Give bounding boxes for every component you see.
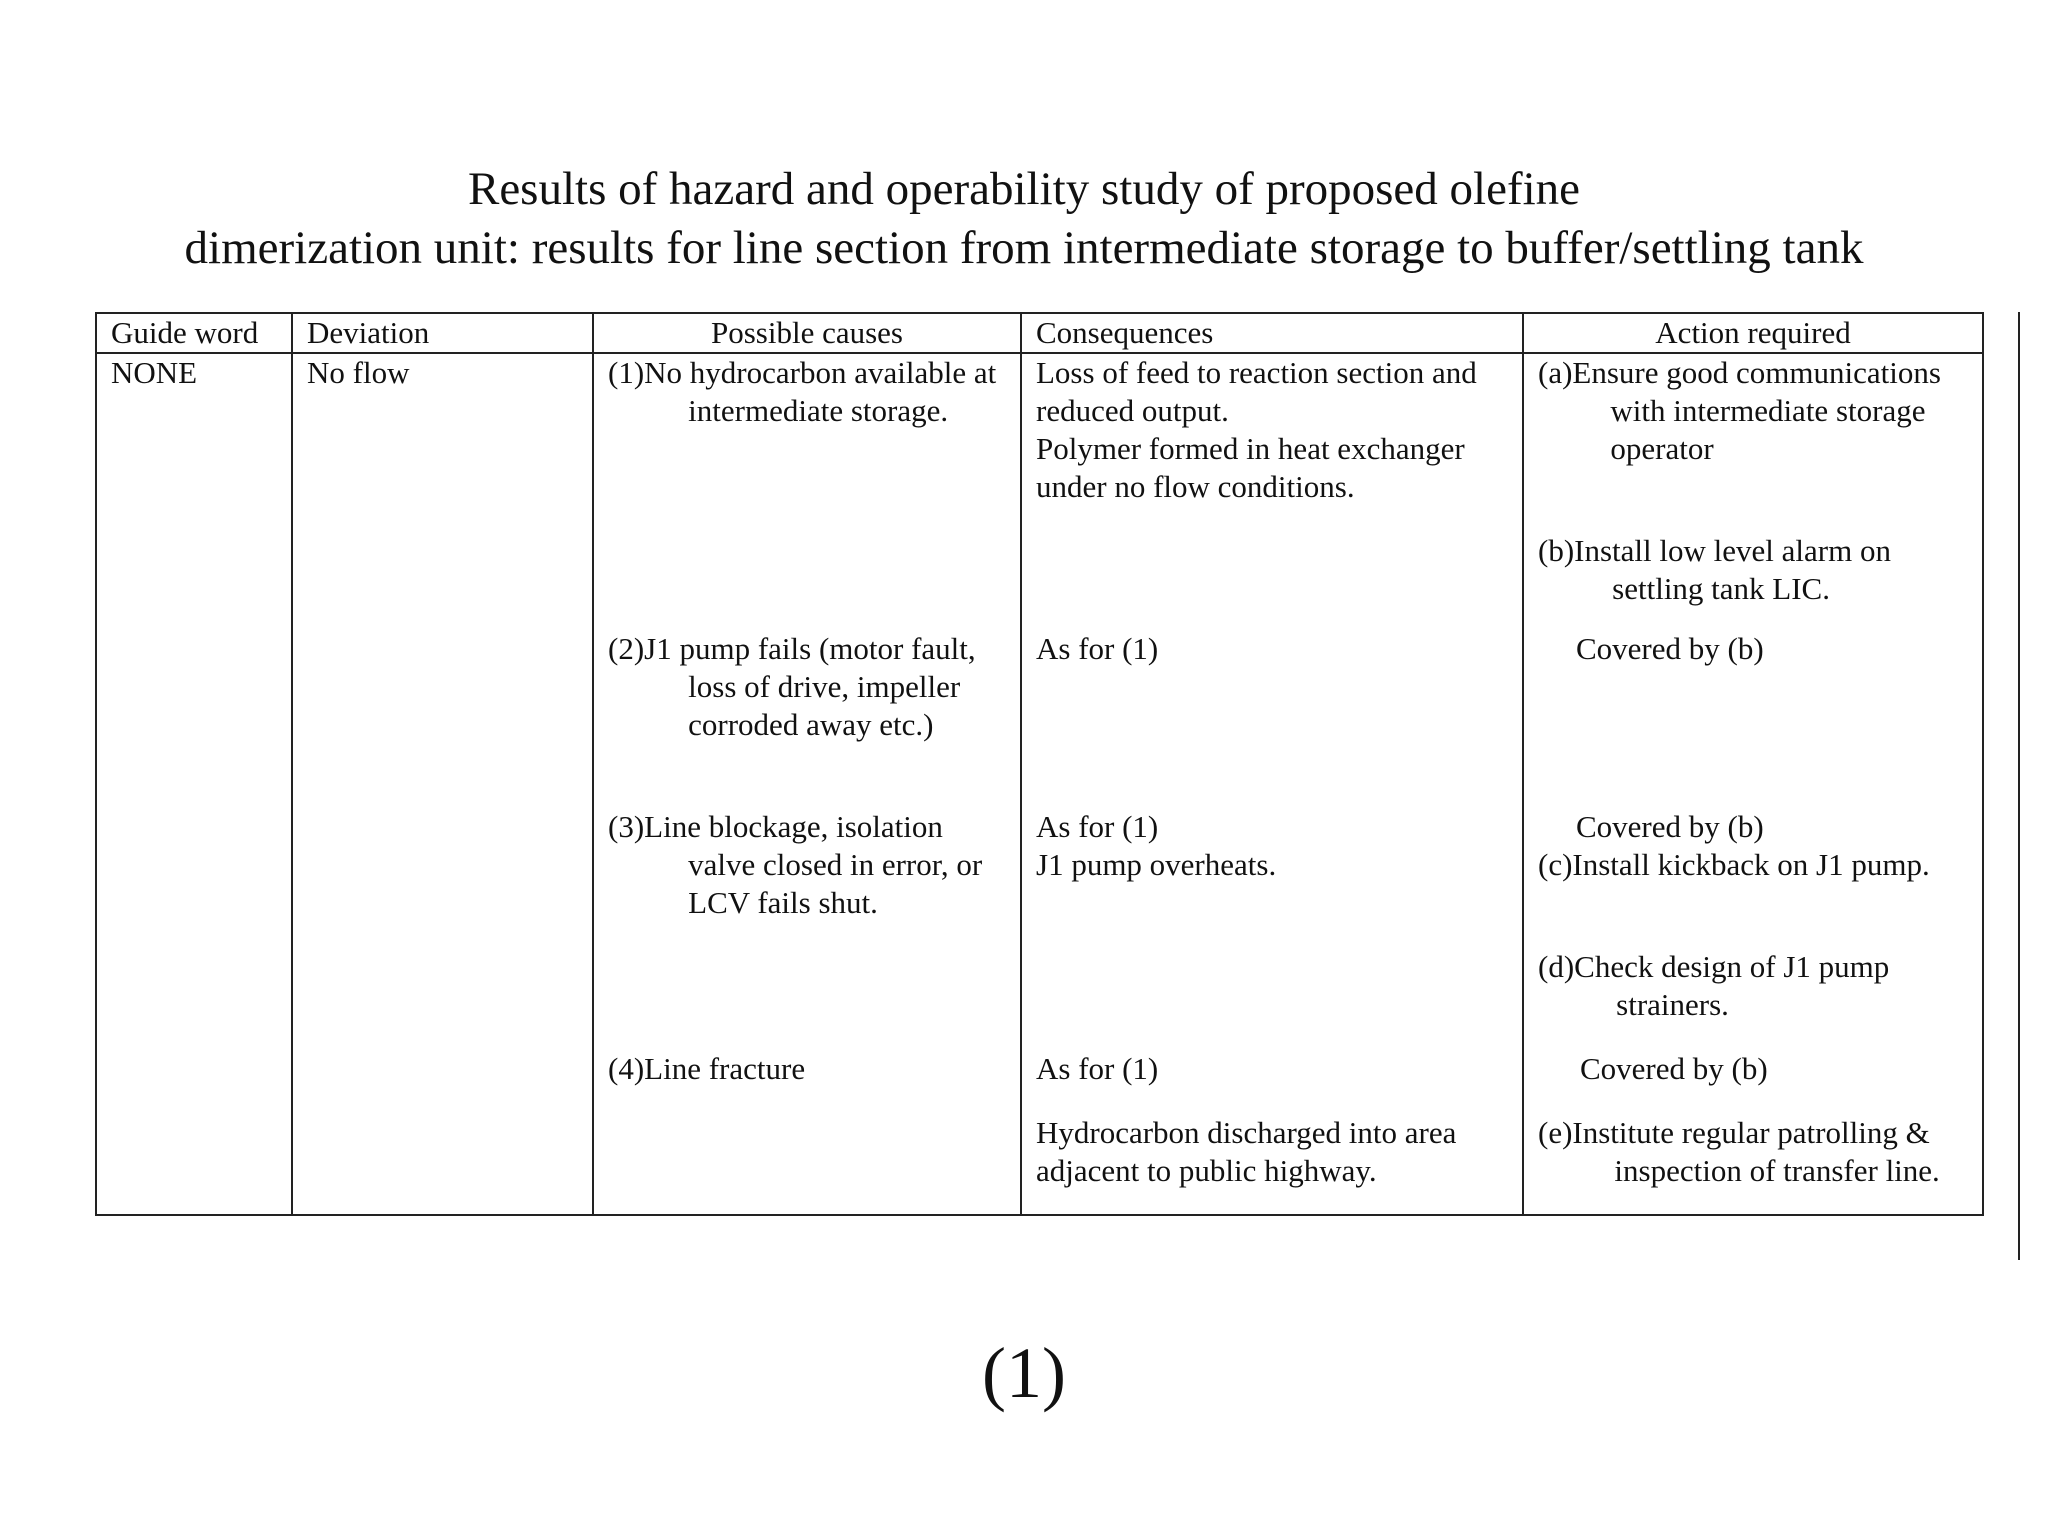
action-group-4 — [1538, 1050, 1968, 1210]
header-consequences: Consequences — [1021, 313, 1523, 353]
cause-1-text: No hydrocarbon available at intermediate storage. — [644, 355, 997, 428]
cause-4-label: (4) — [608, 1051, 645, 1086]
table-header-row — [96, 313, 1983, 353]
cause-4-text: Line fracture — [644, 1051, 806, 1086]
action-b-text: Install low level alarm on settling tank LIC. — [1574, 533, 1891, 606]
header-guide-word: Guide word — [96, 313, 292, 353]
table-row — [96, 353, 1983, 1215]
action-e-text: Institute regular patrolling & inspection of transfer line. — [1572, 1115, 1940, 1188]
consequence-4b: Hydrocarbon discharged into area adjacent to public highway. — [1036, 1115, 1457, 1188]
action-covered-4: Covered by (b) — [1580, 1051, 1768, 1086]
action-c — [1538, 846, 1968, 948]
action-group-1 — [1538, 354, 1968, 630]
cause-4 — [608, 1050, 1006, 1210]
cause-2 — [608, 630, 1006, 808]
action-a-text: Ensure good communications with intermediate storage operator — [1572, 355, 1941, 466]
consequence-4a: As for (1) — [1036, 1051, 1159, 1086]
action-covered-3: Covered by (b) — [1576, 809, 1764, 844]
action-d — [1538, 948, 1968, 1024]
title-line-1: Results of hazard and operability study of proposed olefine — [467, 163, 1581, 215]
action-d-label: (d) — [1538, 949, 1575, 984]
action-b — [1538, 532, 1968, 608]
consequence-4 — [1036, 1050, 1508, 1210]
consequence-2-text: As for (1) — [1036, 631, 1159, 666]
right-margin-rule — [2018, 312, 2020, 1260]
cell-action-required — [1523, 353, 1983, 1215]
cell-deviation: No flow — [292, 353, 593, 1215]
action-group-3 — [1538, 808, 1968, 1050]
consequence-2 — [1036, 630, 1508, 808]
action-e-label: (e) — [1538, 1115, 1573, 1150]
title-line-2: dimerization unit: results for line section from intermediate storage to buffer/settling tank — [184, 222, 1864, 274]
action-d-text: Check design of J1 pump strainers. — [1574, 949, 1890, 1022]
action-e — [1538, 1114, 1968, 1190]
action-a — [1538, 354, 1968, 532]
action-group-2 — [1538, 630, 1968, 808]
consequence-1b: Polymer formed in heat exchanger under no flow conditions. — [1036, 431, 1465, 504]
consequence-1a: Loss of feed to reaction section and reduced output. — [1036, 355, 1477, 428]
consequence-1 — [1036, 354, 1508, 630]
cause-2-label: (2) — [608, 631, 645, 666]
cell-consequences — [1021, 353, 1523, 1215]
cause-3 — [608, 808, 1006, 1050]
header-possible-causes: Possible causes — [593, 313, 1021, 353]
consequence-3b: J1 pump overheats. — [1036, 847, 1277, 882]
header-deviation: Deviation — [292, 313, 593, 353]
action-a-label: (a) — [1538, 355, 1573, 390]
cell-possible-causes — [593, 353, 1021, 1215]
action-c-label: (c) — [1538, 847, 1573, 882]
cell-guide-word: NONE — [96, 353, 292, 1215]
consequence-3a: As for (1) — [1036, 809, 1159, 844]
page-number: (1) — [982, 1333, 1066, 1413]
cause-1 — [608, 354, 1006, 630]
cause-3-label: (3) — [608, 809, 645, 844]
header-action-required: Action required — [1523, 313, 1983, 353]
hazop-results-table — [95, 312, 1984, 1216]
action-b-label: (b) — [1538, 533, 1575, 568]
cause-3-text: Line blockage, isolation valve closed in error, or LCV fails shut. — [644, 809, 983, 920]
consequence-3 — [1036, 808, 1508, 1050]
page-title — [0, 160, 2048, 278]
cause-1-label: (1) — [608, 355, 645, 390]
cause-2-text: J1 pump fails (motor fault, loss of drive, impeller corroded away etc.) — [644, 631, 976, 742]
action-c-text: Install kickback on J1 pump. — [1572, 847, 1930, 882]
action-covered-2: Covered by (b) — [1576, 631, 1764, 666]
